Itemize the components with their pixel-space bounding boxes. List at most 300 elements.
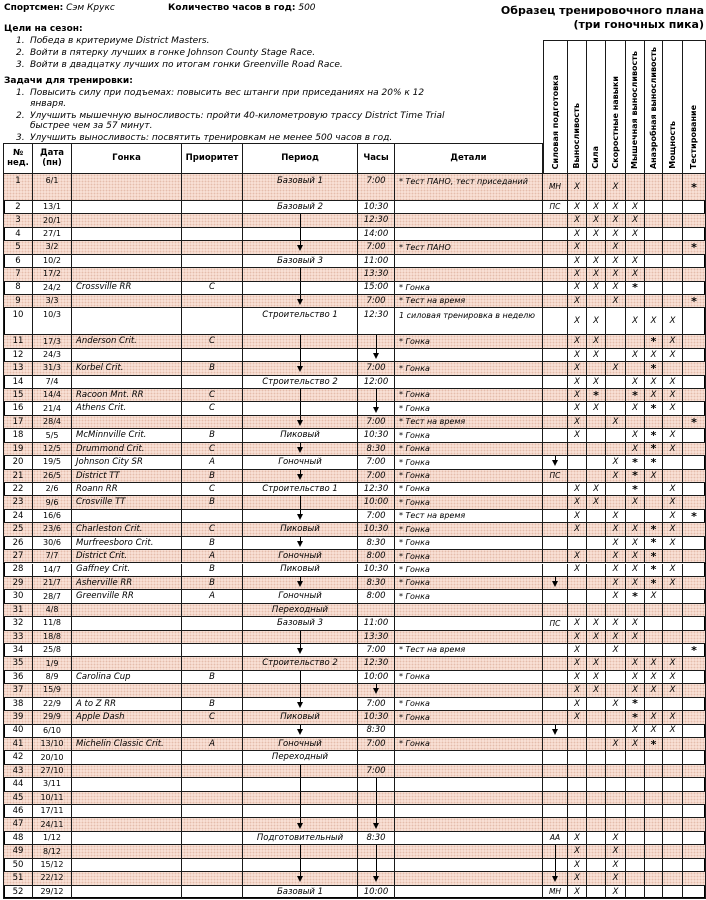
cell-race: Gaffney Crit. xyxy=(72,564,182,577)
column-header-label: Мощность xyxy=(667,121,677,169)
cell-power xyxy=(663,644,683,657)
cell-muscular-endurance: * xyxy=(626,282,645,295)
cell-force: X xyxy=(587,214,606,227)
cell-date: 15/9 xyxy=(33,684,72,697)
cell-testing xyxy=(683,402,706,415)
cell-details: * Гонка xyxy=(395,456,543,469)
cell-anaerobic-endurance: X xyxy=(645,376,663,389)
cell-force: * xyxy=(587,389,606,402)
cell-force xyxy=(587,778,606,791)
column-header-label: Скоростные навыки xyxy=(610,76,620,169)
cell-hours xyxy=(358,389,395,402)
column-header-label: № нед. xyxy=(7,148,29,168)
cell-priority xyxy=(182,295,243,308)
cell-testing xyxy=(683,456,706,469)
cell-details xyxy=(395,805,543,818)
cell-endurance: X xyxy=(568,335,587,348)
cell-hours: 10:00 xyxy=(358,886,395,899)
cell-speed-skills xyxy=(606,818,626,831)
cell-strength xyxy=(543,590,568,603)
cell-period xyxy=(243,443,358,456)
cell-power: X xyxy=(663,577,683,590)
cell-hours: 14:00 xyxy=(358,228,395,241)
cell-hours: 7:00 xyxy=(358,510,395,523)
arrowhead-icon xyxy=(297,541,303,547)
goal-item: 3. Войти в двадцатку лучших по итогам гонки Greenville Road Race. xyxy=(16,60,343,70)
cell-force: X xyxy=(587,282,606,295)
cell-testing xyxy=(683,792,706,805)
cell-period xyxy=(243,335,358,348)
cell-muscular-endurance: X xyxy=(626,577,645,590)
cell-hours xyxy=(358,792,395,805)
cell-speed-skills xyxy=(606,725,626,738)
cell-endurance: X xyxy=(568,631,587,644)
cell-anaerobic-endurance xyxy=(645,792,663,805)
cell-muscular-endurance xyxy=(626,335,645,348)
cell-power xyxy=(663,751,683,764)
cell-endurance: X xyxy=(568,255,587,268)
arrowhead-icon xyxy=(297,648,303,654)
cell-power xyxy=(663,362,683,375)
cell-details: * Гонка xyxy=(395,711,543,724)
cell-power xyxy=(663,738,683,751)
cell-strength xyxy=(543,657,568,670)
cell-muscular-endurance xyxy=(626,510,645,523)
cell-strength xyxy=(543,818,568,831)
cell-speed-skills: X xyxy=(606,537,626,550)
cell-speed-skills: X xyxy=(606,362,626,375)
cell-force xyxy=(587,443,606,456)
cell-priority: A xyxy=(182,590,243,603)
cell-period: Гоночный xyxy=(243,550,358,563)
cell-power xyxy=(663,859,683,872)
cell-period xyxy=(243,698,358,711)
cell-week: 15 xyxy=(3,389,33,402)
cell-force xyxy=(587,241,606,254)
cell-endurance xyxy=(568,456,587,469)
cell-priority xyxy=(182,886,243,899)
cell-muscular-endurance: X xyxy=(626,443,645,456)
cell-testing xyxy=(683,523,706,536)
cell-priority: C xyxy=(182,335,243,348)
cell-speed-skills: X xyxy=(606,255,626,268)
cell-date: 21/7 xyxy=(33,577,72,590)
cell-week: 41 xyxy=(3,738,33,751)
cell-hours xyxy=(358,845,395,858)
continuation-line xyxy=(376,335,377,347)
cell-testing xyxy=(683,429,706,442)
cell-period: Строительство 1 xyxy=(243,483,358,496)
cell-endurance: X xyxy=(568,496,587,509)
cell-priority xyxy=(182,617,243,630)
cell-testing xyxy=(683,214,706,227)
cell-testing xyxy=(683,550,706,563)
cell-anaerobic-endurance xyxy=(645,241,663,254)
cell-anaerobic-endurance xyxy=(645,845,663,858)
cell-week: 31 xyxy=(3,604,33,617)
cell-muscular-endurance xyxy=(626,174,645,201)
cell-hours: 10:30 xyxy=(358,523,395,536)
cell-anaerobic-endurance: * xyxy=(645,550,663,563)
column-header-hours xyxy=(358,143,395,174)
cell-testing xyxy=(683,255,706,268)
cell-week: 3 xyxy=(3,214,33,227)
cell-priority xyxy=(182,416,243,429)
cell-force xyxy=(587,845,606,858)
cell-force: X xyxy=(587,255,606,268)
cell-endurance xyxy=(568,751,587,764)
cell-muscular-endurance xyxy=(626,845,645,858)
cell-strength xyxy=(543,416,568,429)
cell-race: Asherville RR xyxy=(72,577,182,590)
cell-period xyxy=(243,631,358,644)
cell-date: 24/3 xyxy=(33,349,72,362)
cell-period: Базовый 1 xyxy=(243,886,358,899)
cell-strength xyxy=(543,684,568,697)
cell-endurance: X xyxy=(568,429,587,442)
continuation-line xyxy=(300,631,301,643)
cell-priority: C xyxy=(182,711,243,724)
cell-power xyxy=(663,792,683,805)
cell-power: X xyxy=(663,443,683,456)
cell-speed-skills xyxy=(606,751,626,764)
cell-testing xyxy=(683,886,706,899)
cell-endurance: X xyxy=(568,671,587,684)
cell-testing xyxy=(683,228,706,241)
cell-priority xyxy=(182,349,243,362)
cell-period: Базовый 2 xyxy=(243,201,358,214)
continuation-line xyxy=(555,859,556,871)
cell-date: 24/2 xyxy=(33,282,72,295)
cell-strength xyxy=(543,711,568,724)
cell-race xyxy=(72,510,182,523)
cell-speed-skills xyxy=(606,389,626,402)
cell-testing xyxy=(683,443,706,456)
cell-strength: МН xyxy=(543,886,568,899)
cell-period: Переходный xyxy=(243,604,358,617)
cell-week: 30 xyxy=(3,590,33,603)
cell-hours: 7:00 xyxy=(358,362,395,375)
cell-power xyxy=(663,255,683,268)
cell-endurance xyxy=(568,604,587,617)
cell-endurance xyxy=(568,805,587,818)
cell-anaerobic-endurance xyxy=(645,644,663,657)
cell-speed-skills: X xyxy=(606,577,626,590)
cell-force xyxy=(587,644,606,657)
cell-week: 12 xyxy=(3,349,33,362)
cell-priority xyxy=(182,214,243,227)
task-item: 2. Улучшить мышечную выносливость: пройти 40-километровую трассу District Time Trial быстрее чем за 57 минут. xyxy=(16,110,445,131)
cell-details: * Гонка xyxy=(395,362,543,375)
continuation-line xyxy=(300,792,301,804)
cell-force xyxy=(587,805,606,818)
cell-details xyxy=(395,792,543,805)
cell-muscular-endurance xyxy=(626,241,645,254)
cell-hours: 7:00 xyxy=(358,644,395,657)
cell-hours xyxy=(358,805,395,818)
cell-hours: 7:00 xyxy=(358,456,395,469)
cell-muscular-endurance xyxy=(626,859,645,872)
cell-strength xyxy=(543,671,568,684)
cell-details xyxy=(395,201,543,214)
cell-power xyxy=(663,604,683,617)
cell-week: 27 xyxy=(3,550,33,563)
cell-date: 28/4 xyxy=(33,416,72,429)
cell-date: 25/8 xyxy=(33,644,72,657)
cell-date: 11/8 xyxy=(33,617,72,630)
cell-speed-skills: X xyxy=(606,241,626,254)
cell-muscular-endurance: X xyxy=(626,268,645,281)
cell-hours: 10:30 xyxy=(358,711,395,724)
cell-hours: 10:30 xyxy=(358,564,395,577)
cell-muscular-endurance: * xyxy=(626,389,645,402)
cell-speed-skills: X xyxy=(606,845,626,858)
cell-strength xyxy=(543,443,568,456)
cell-muscular-endurance: X xyxy=(626,308,645,335)
cell-date: 1/9 xyxy=(33,657,72,670)
arrowhead-icon xyxy=(297,474,303,480)
cell-details xyxy=(395,872,543,885)
cell-testing xyxy=(683,818,706,831)
cell-date: 6/10 xyxy=(33,725,72,738)
cell-strength xyxy=(543,564,568,577)
cell-race: Carolina Cup xyxy=(72,671,182,684)
column-header-details xyxy=(395,143,543,174)
cell-endurance xyxy=(568,537,587,550)
cell-date: 10/2 xyxy=(33,255,72,268)
cell-testing xyxy=(683,845,706,858)
cell-testing xyxy=(683,362,706,375)
cell-week: 25 xyxy=(3,523,33,536)
cell-race xyxy=(72,792,182,805)
cell-testing: * xyxy=(683,174,706,201)
continuation-line xyxy=(300,268,301,280)
cell-hours: 12:30 xyxy=(358,483,395,496)
cell-strength xyxy=(543,349,568,362)
cell-date: 27/10 xyxy=(33,765,72,778)
cell-hours: 8:30 xyxy=(358,832,395,845)
athlete-line xyxy=(4,3,115,13)
cell-priority: C xyxy=(182,402,243,415)
cell-date: 8/9 xyxy=(33,671,72,684)
cell-speed-skills: X xyxy=(606,590,626,603)
cell-details xyxy=(395,214,543,227)
cell-period xyxy=(243,859,358,872)
cell-date: 6/1 xyxy=(33,174,72,201)
task-item: 3. Улучшить выносливость: посвятить тренировкам не менее 500 часов в год. xyxy=(16,133,393,143)
cell-strength xyxy=(543,376,568,389)
cell-power xyxy=(663,631,683,644)
year-hours-value: 500 xyxy=(298,3,316,13)
cell-anaerobic-endurance: * xyxy=(645,738,663,751)
cell-power xyxy=(663,228,683,241)
cell-muscular-endurance xyxy=(626,818,645,831)
arrowhead-icon xyxy=(297,729,303,735)
cell-details: * Гонка xyxy=(395,470,543,483)
cell-force xyxy=(587,832,606,845)
cell-hours: 13:30 xyxy=(358,268,395,281)
cell-speed-skills: X xyxy=(606,698,626,711)
cell-endurance: X xyxy=(568,523,587,536)
cell-period xyxy=(243,416,358,429)
cell-force: X xyxy=(587,308,606,335)
cell-speed-skills: X xyxy=(606,295,626,308)
goal-item: 1. Победа в критериуме District Masters. xyxy=(16,36,210,46)
cell-muscular-endurance xyxy=(626,604,645,617)
cell-force xyxy=(587,510,606,523)
column-header-label: Силовая подготовка xyxy=(550,74,560,169)
cell-period xyxy=(243,671,358,684)
cell-force: X xyxy=(587,631,606,644)
cell-hours: 7:00 xyxy=(358,416,395,429)
cell-race: A to Z RR xyxy=(72,698,182,711)
cell-strength xyxy=(543,241,568,254)
continuation-line xyxy=(300,228,301,240)
cell-force xyxy=(587,604,606,617)
arrowhead-icon xyxy=(297,420,303,426)
cell-endurance: X xyxy=(568,684,587,697)
cell-anaerobic-endurance xyxy=(645,268,663,281)
continuation-line xyxy=(300,389,301,401)
cell-period xyxy=(243,241,358,254)
cell-muscular-endurance xyxy=(626,751,645,764)
cell-hours xyxy=(358,818,395,831)
cell-race xyxy=(72,818,182,831)
cell-details xyxy=(395,255,543,268)
cell-power: X xyxy=(663,523,683,536)
cell-period xyxy=(243,644,358,657)
arrowhead-icon xyxy=(373,688,379,694)
cell-muscular-endurance: * xyxy=(626,590,645,603)
cell-race xyxy=(72,228,182,241)
cell-muscular-endurance: X xyxy=(626,429,645,442)
cell-date: 27/1 xyxy=(33,228,72,241)
cell-endurance: X xyxy=(568,241,587,254)
cell-details xyxy=(395,617,543,630)
cell-priority xyxy=(182,201,243,214)
cell-priority xyxy=(182,644,243,657)
cell-endurance: X xyxy=(568,201,587,214)
cell-testing xyxy=(683,657,706,670)
cell-week: 35 xyxy=(3,657,33,670)
cell-force: X xyxy=(587,268,606,281)
arrowhead-icon xyxy=(297,299,303,305)
cell-period: Пиковый xyxy=(243,523,358,536)
cell-endurance: X xyxy=(568,564,587,577)
cell-testing: * xyxy=(683,644,706,657)
cell-testing xyxy=(683,631,706,644)
cell-hours xyxy=(358,872,395,885)
cell-strength xyxy=(543,872,568,885)
cell-anaerobic-endurance: X xyxy=(645,470,663,483)
cell-priority xyxy=(182,308,243,335)
cell-testing xyxy=(683,738,706,751)
cell-hours xyxy=(358,402,395,415)
cell-endurance: X xyxy=(568,228,587,241)
cell-priority xyxy=(182,376,243,389)
cell-anaerobic-endurance: * xyxy=(645,443,663,456)
arrowhead-icon xyxy=(297,514,303,520)
cell-date: 3/2 xyxy=(33,241,72,254)
cell-date: 22/9 xyxy=(33,698,72,711)
cell-testing xyxy=(683,765,706,778)
cell-force: X xyxy=(587,402,606,415)
cell-speed-skills: X xyxy=(606,872,626,885)
cell-race: Athens Crit. xyxy=(72,402,182,415)
cell-strength xyxy=(543,765,568,778)
cell-power: X xyxy=(663,483,683,496)
cell-anaerobic-endurance: * xyxy=(645,362,663,375)
cell-muscular-endurance: * xyxy=(626,483,645,496)
cell-power xyxy=(663,832,683,845)
cell-speed-skills: X xyxy=(606,174,626,201)
cell-week: 22 xyxy=(3,483,33,496)
cell-period: Гоночный xyxy=(243,590,358,603)
cell-date: 16/6 xyxy=(33,510,72,523)
cell-priority xyxy=(182,872,243,885)
cell-period xyxy=(243,805,358,818)
cell-date: 31/3 xyxy=(33,362,72,375)
cell-priority xyxy=(182,268,243,281)
cell-anaerobic-endurance xyxy=(645,282,663,295)
cell-period xyxy=(243,402,358,415)
cell-date: 19/5 xyxy=(33,456,72,469)
cell-force xyxy=(587,738,606,751)
cell-race xyxy=(72,684,182,697)
cell-priority xyxy=(182,845,243,858)
cell-muscular-endurance xyxy=(626,792,645,805)
cell-endurance xyxy=(568,818,587,831)
cell-force xyxy=(587,792,606,805)
cell-week: 52 xyxy=(3,886,33,899)
column-header-label: Детали xyxy=(450,152,487,163)
continuation-line xyxy=(300,402,301,414)
cell-anaerobic-endurance xyxy=(645,255,663,268)
cell-period xyxy=(243,389,358,402)
cell-date: 3/3 xyxy=(33,295,72,308)
cell-details: * Гонка xyxy=(395,335,543,348)
cell-race: Murfreesboro Crit. xyxy=(72,537,182,550)
cell-priority xyxy=(182,778,243,791)
arrowhead-icon xyxy=(297,823,303,829)
cell-period xyxy=(243,577,358,590)
cell-hours: 7:00 xyxy=(358,295,395,308)
cell-force xyxy=(587,818,606,831)
cell-force xyxy=(587,537,606,550)
cell-hours: 12:30 xyxy=(358,308,395,335)
cell-period xyxy=(243,214,358,227)
cell-period: Гоночный xyxy=(243,456,358,469)
column-header-label: Выносливость xyxy=(572,103,581,169)
cell-period xyxy=(243,845,358,858)
cell-period xyxy=(243,470,358,483)
continuation-line xyxy=(376,778,377,790)
cell-details xyxy=(395,751,543,764)
cell-priority: C xyxy=(182,389,243,402)
cell-race xyxy=(72,631,182,644)
cell-endurance: X xyxy=(568,698,587,711)
cell-power xyxy=(663,416,683,429)
continuation-line xyxy=(300,214,301,226)
cell-race xyxy=(72,617,182,630)
cell-power xyxy=(663,778,683,791)
cell-force xyxy=(587,711,606,724)
cell-endurance xyxy=(568,778,587,791)
cell-race xyxy=(72,832,182,845)
cell-speed-skills: X xyxy=(606,510,626,523)
cell-period: Строительство 2 xyxy=(243,657,358,670)
cell-muscular-endurance: * xyxy=(626,456,645,469)
